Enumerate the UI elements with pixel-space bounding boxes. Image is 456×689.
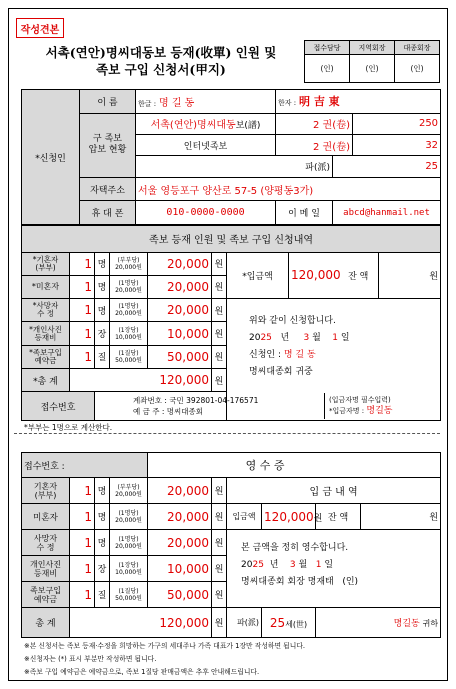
order-day-label: 일 <box>340 333 350 344</box>
receipt-title: 영 수 증 <box>148 453 441 478</box>
receipt-amount-reservation[interactable]: 50,000 <box>148 582 212 608</box>
order-count-married[interactable]: 1 <box>70 252 95 275</box>
depositor-field[interactable]: 명길동 <box>366 406 393 416</box>
order-date-year[interactable]: 25 <box>260 333 272 344</box>
receipt-note-married: (부부당) 20,000원 <box>110 478 148 504</box>
receipt-won-married: 원 <box>212 478 227 504</box>
receipt-year-label: 년 <box>269 560 279 570</box>
bank-account-info <box>131 393 323 419</box>
receipt-balance-won: 원 <box>361 504 441 530</box>
internet-jokbo-label: 인터넷족보 <box>136 134 276 155</box>
receipt-amount-married[interactable]: 20,000 <box>148 478 212 504</box>
order-note-deceased: (1명당) 20,000원 <box>110 299 148 322</box>
internet-pages-field[interactable]: 32 <box>353 134 441 155</box>
receipt-label-reservation: 족보구입 예약금 <box>22 582 70 608</box>
cut-line <box>14 433 440 434</box>
receipt-no-label: 접수번호 : <box>22 453 148 478</box>
receipt-won-deceased: 원 <box>212 530 227 556</box>
hangul-name-field[interactable]: 명 길 동 <box>158 97 195 109</box>
internet-volumes-field[interactable]: 2 권(卷) <box>276 134 353 155</box>
receipt-issuer-line <box>241 574 440 591</box>
name-label: 이 름 <box>80 90 136 114</box>
order-amount-married[interactable]: 20,000 <box>148 252 212 275</box>
order-deposit-label: *입금액 <box>227 252 289 299</box>
order-label-single: *미혼자 <box>22 275 70 298</box>
receipt-unit-married: 명 <box>95 478 110 504</box>
order-date-month[interactable]: 3 <box>303 333 310 344</box>
email-field[interactable]: abcd@hanmail.net <box>333 201 441 225</box>
applicant-side-label: *신청인 <box>22 90 80 225</box>
receipt-count-married[interactable]: 1 <box>70 478 95 504</box>
receipt-detail-header: 입 금 내 역 <box>227 478 441 504</box>
receipt-label-photo: 개인사진 등재비 <box>22 556 70 582</box>
receipt-note-reservation: (1질당) 50,000원 <box>110 582 148 608</box>
receipt-deposit-field[interactable] <box>262 504 323 530</box>
form-title <box>20 44 302 78</box>
receipt-label-deceased: 사망자 수 정 <box>22 530 70 556</box>
order-balance-label: 잔 액 <box>339 252 379 299</box>
order-total-won: 원 <box>212 368 227 391</box>
receipt-statement: 본 금액을 정히 영수합니다. <box>241 543 349 553</box>
order-applicant-label: 신청인 : <box>249 350 281 361</box>
order-count-photo[interactable]: 1 <box>70 322 95 345</box>
receipt-won-photo: 원 <box>212 556 227 582</box>
order-unit-deceased: 명 <box>95 299 110 322</box>
order-note-single: (1명당) 20,000원 <box>110 275 148 298</box>
staff-seal-president: (인) <box>395 55 440 83</box>
order-date <box>249 330 440 347</box>
order-total-field[interactable]: 120,000 <box>70 368 212 391</box>
receipt-date-month[interactable]: 3 <box>289 560 296 570</box>
order-label-photo: *개인사진 등재비 <box>22 322 70 345</box>
receipt-won-reservation: 원 <box>212 582 227 608</box>
hanja-name-field[interactable]: 明 吉 東 <box>299 95 340 109</box>
depositor-label: *입금자명 : <box>329 407 365 415</box>
applicant-table <box>21 89 441 225</box>
receipt-note-deceased: (1명당) 20,000원 <box>110 530 148 556</box>
receipt-count-deceased[interactable]: 1 <box>70 530 95 556</box>
order-won-married: 원 <box>212 252 227 275</box>
order-deposit-field[interactable]: 120,000 <box>289 252 339 299</box>
receipt-note-photo: (1장당) 10,000원 <box>110 556 148 582</box>
order-year-label: 년 <box>280 333 290 344</box>
receipt-total-won: 원 <box>212 608 227 638</box>
receipt-unit-photo: 장 <box>95 556 110 582</box>
address-label: 자택주소 <box>80 177 136 201</box>
receipt-generation-field[interactable]: 25 <box>269 615 286 630</box>
order-note-photo: (1장당) 10,000원 <box>110 322 148 345</box>
jokbo-suffix: 보(譜) <box>235 121 261 132</box>
order-unit-married: 명 <box>95 252 110 275</box>
receipt-balance-label: 잔 액 <box>316 504 361 530</box>
receipt-won-single: 원 <box>212 504 227 530</box>
holding-label: 구 족보 압보 현황 <box>80 113 136 177</box>
order-label-deceased: *사망자 수 정 <box>22 299 70 322</box>
order-count-single[interactable]: 1 <box>70 275 95 298</box>
receipt-deposit-won: 원 <box>313 513 323 524</box>
jokbo-pages-field[interactable]: 250 <box>353 113 441 134</box>
receipt-unit-deceased: 명 <box>95 530 110 556</box>
staff-header-intake: 접수담당 <box>305 41 350 55</box>
receipt-table <box>21 452 441 638</box>
order-amount-reservation[interactable]: 50,000 <box>148 345 212 368</box>
order-label-reservation: *족보구입 예약금 <box>22 345 70 368</box>
receipt-date-prefix: 20 <box>241 560 253 570</box>
receipt-label-single: 미혼자 <box>22 504 70 530</box>
receipt-date-day[interactable]: 1 <box>315 560 322 570</box>
order-date-prefix: 20 <box>249 333 261 344</box>
receipt-unit-reservation: 질 <box>95 582 110 608</box>
jokbo-volumes-field[interactable]: 2 권(卷) <box>276 113 353 134</box>
receipt-amount-deceased[interactable]: 20,000 <box>148 530 212 556</box>
receipt-deposit-label: 입금액 <box>227 504 262 530</box>
receipt-count-reservation[interactable]: 1 <box>70 582 95 608</box>
hangul-label: 한글 : <box>138 99 157 108</box>
order-unit-single: 명 <box>95 275 110 298</box>
footnote-3: ※족보 구입 예약금은 예약금으로, 족보 1질당 판매금액은 추후 안내해드립니다. <box>24 668 260 676</box>
order-count-reservation[interactable]: 1 <box>70 345 95 368</box>
order-won-deceased: 원 <box>212 299 227 322</box>
order-unit-photo: 장 <box>95 322 110 345</box>
phone-label: 휴 대 폰 <box>80 201 136 225</box>
order-date-day[interactable]: 1 <box>332 333 339 344</box>
email-label: 이 메 일 <box>276 201 333 225</box>
receipt-month-label: 월 <box>298 560 308 570</box>
staff-seal-intake: (인) <box>305 55 350 83</box>
title-line-1: 서촉(연안)명씨대동보 등재(收單) 인원 및 <box>45 45 277 60</box>
title-line-2: 족보 구입 신청서(甲지) <box>96 62 226 77</box>
order-won-single: 원 <box>212 275 227 298</box>
receipt-payer-field[interactable]: 명길동 <box>393 619 420 629</box>
receipt-total-field[interactable]: 120,000 <box>70 608 212 638</box>
couple-note: *부부는 1명으로 계산한다. <box>24 423 113 432</box>
hanja-label: 한자 : <box>278 99 297 108</box>
order-won-photo: 원 <box>212 322 227 345</box>
sample-badge: 작성견본 <box>16 18 64 38</box>
order-note-married: (부부당) 20,000원 <box>110 252 148 275</box>
order-total-label: *총 계 <box>22 368 70 391</box>
generation-field[interactable]: 25 <box>333 156 441 177</box>
depositor-note: (입금자명 필수입력) <box>329 396 391 404</box>
receipt-deposit-value[interactable]: 120,000 <box>264 509 314 524</box>
pa-label: 파(派) <box>136 156 333 177</box>
receipt-day-label: 일 <box>324 560 334 570</box>
receipt-date <box>241 557 440 574</box>
staff-seal-regional: (인) <box>350 55 395 83</box>
order-table <box>21 225 441 421</box>
receipt-count-photo[interactable]: 1 <box>70 556 95 582</box>
jokbo-book-field[interactable]: 서촉(연안)명씨대동 <box>150 120 236 132</box>
footnote-2: ※신청자는 (*) 표시 부분만 작성하면 됩니다. <box>24 655 157 663</box>
receipt-issuer: 명씨대종회 회장 명재태 <box>241 577 334 587</box>
footnote-1: ※본 신청서는 족보 등재·수정을 희망하는 가구의 세대주나 가족 대표가 1장만 작성하면 됩니다. <box>24 642 306 650</box>
footnotes <box>24 640 436 679</box>
receipt-total-label: 총 계 <box>22 608 70 638</box>
order-applicant-name[interactable]: 명 길 동 <box>283 350 316 361</box>
order-amount-single[interactable]: 20,000 <box>148 275 212 298</box>
receipt-date-year[interactable]: 25 <box>252 560 264 570</box>
order-amount-deceased[interactable]: 20,000 <box>148 299 212 322</box>
receipt-amount-photo[interactable]: 10,000 <box>148 556 212 582</box>
order-label-married: *기혼자 (부부) <box>22 252 70 275</box>
order-note-reservation: (1질당) 50,000원 <box>110 345 148 368</box>
staff-approval-box <box>304 40 440 83</box>
order-applicant-line <box>249 347 440 364</box>
order-count-deceased[interactable]: 1 <box>70 299 95 322</box>
bank-account-holder: 예 금 주 : 명씨대종회 <box>133 407 204 416</box>
receipt-count-single[interactable]: 1 <box>70 504 95 530</box>
bank-account-number: 계좌번호 : 국민 392801-04-176571 <box>133 396 259 405</box>
order-header: 족보 등재 인원 및 족보 구입 신청내역 <box>22 226 441 253</box>
receipt-amount-single[interactable]: 20,000 <box>148 504 212 530</box>
order-month-label: 월 <box>312 333 321 344</box>
receipt-generation-label: 세(世) <box>285 619 308 629</box>
order-statement: 위와 같이 신청합니다. <box>249 316 336 327</box>
phone-field[interactable]: 010-0000-0000 <box>136 201 276 225</box>
depositor-box <box>324 393 440 419</box>
address-field[interactable]: 서울 영등포구 양산로 57-5 (양평동3가) <box>136 177 441 201</box>
receipt-note-single: (1명당) 20,000원 <box>110 504 148 530</box>
order-balance-won: 원 <box>379 252 441 299</box>
receipt-issuer-seal: (인) <box>342 577 359 587</box>
staff-header-president: 대종회장 <box>395 41 440 55</box>
receipt-unit-single: 명 <box>95 504 110 530</box>
order-receipt-no-label: 접수번호 <box>22 392 95 421</box>
receipt-pa-label: 파(派) <box>227 608 262 638</box>
order-unit-reservation: 질 <box>95 345 110 368</box>
order-addressee: 명씨대종회 귀중 <box>249 367 313 378</box>
order-amount-photo[interactable]: 10,000 <box>148 322 212 345</box>
order-won-reservation: 원 <box>212 345 227 368</box>
staff-header-regional: 지역회장 <box>350 41 395 55</box>
receipt-label-married: 기혼자 (부부) <box>22 478 70 504</box>
receipt-payer-suffix: 귀하 <box>422 619 439 628</box>
